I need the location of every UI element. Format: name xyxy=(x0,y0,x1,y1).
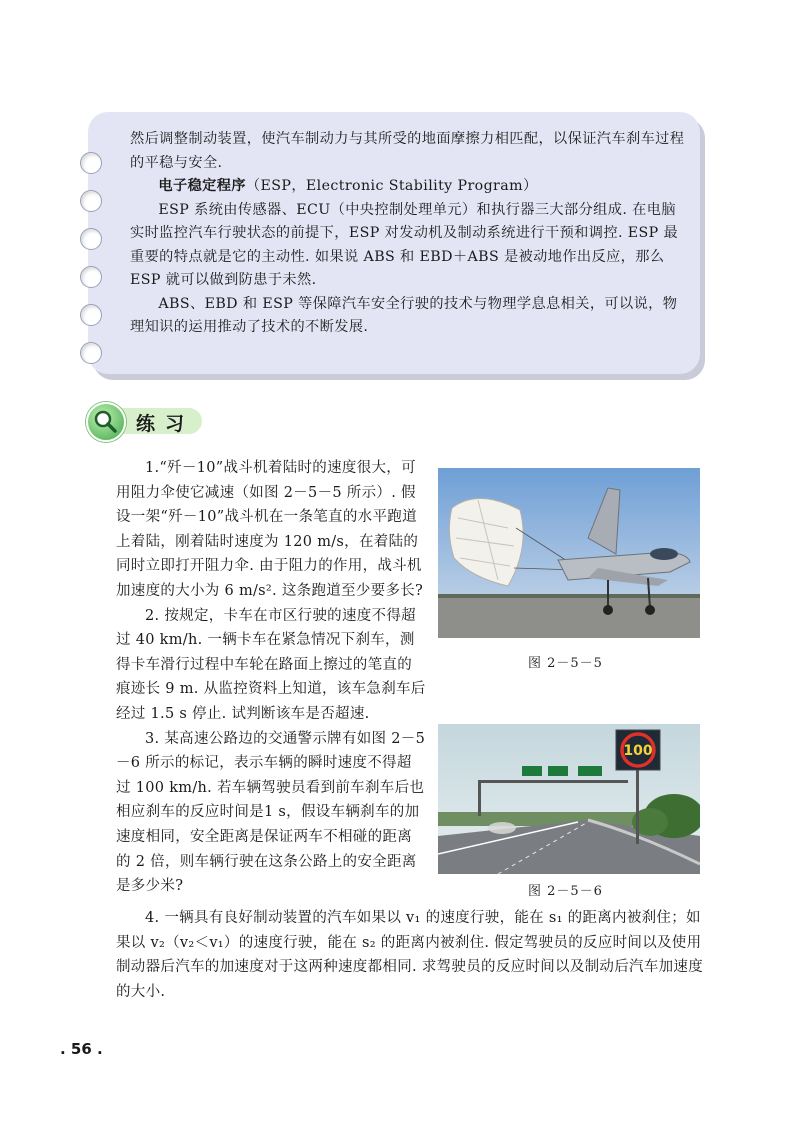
esp-title-suffix: （ESP，Electronic Stability Program） xyxy=(245,178,538,194)
problem-2: 2. 按规定，卡车在市区行驶的速度不得超过 40 km/h. 一辆卡车在紧急情况下刹车，测得卡车滑行过程中车轮在路面上擦过的笔直的痕迹长 9 m. 从监控资料上知道，该车急刹车后经过 1.5 s 停止. 试判断该车是否超速. xyxy=(116,607,426,722)
speed-sign-text: 100 xyxy=(623,743,653,759)
problem-3: 3. 某高速公路边的交通警示牌有如图 2－5－6 所示的标记，表示车辆的瞬时速度不得超过 100 km/h. 若车辆驾驶员看到前车刹车后也相应刹车的反应时间是1 s，假设车辆刹车的加速度相同，安全距离是保证两车不相碰的距离的 2 倍，则车辆行驶在这条公路上的安全距离是多少米? xyxy=(116,730,426,895)
exercise-header xyxy=(86,400,202,440)
page-number: . 56 . xyxy=(60,1040,103,1058)
reading-paragraph: ABS、EBD 和 ESP 等保障汽车安全行驶的技术与物理学息息相关，可以说，物理知识的运用推动了技术的不断发展. xyxy=(130,295,678,335)
figure-fighter-jet xyxy=(438,468,700,638)
figure-2-caption: 图 2－5－6 xyxy=(528,884,603,899)
binder-ring-icon xyxy=(80,342,102,364)
reading-paragraph: ESP 系统由传感器、ECU（中央控制处理单元）和执行器三大部分组成. 在电脑实时监控汽车行驶状态的前提下，ESP 对发动机及制动系统进行干预和调控. ESP 最重要的特点就是它的主动性. 如果说 ABS 和 EBD＋ABS 是被动地作出反应，那么 ESP 就可以做到防患于未然. xyxy=(130,201,679,288)
esp-heading xyxy=(130,175,686,199)
problem-1: 1.“歼－10”战斗机着陆时的速度很大，可用阻力伞使它减速（如图 2－5－5 所示）. 假设一架“歼－10”战斗机在一条笔直的水平跑道上着陆，刚着陆时速度为 120 m/s，在着陆的同时立即打开阻力伞. 由于阻力的作用，战斗机加速度的大小为 6 m/s². 这条跑道至少要多长? xyxy=(116,460,424,599)
reading-text xyxy=(130,128,686,340)
problem-4: 4. 一辆具有良好制动装置的汽车如果以 v₁ 的速度行驶，能在 s₁ 的距离内被刹住；如果以 v₂（v₂＜v₁）的速度行驶，能在 s₂ 的距离内被刹住. 假定驾驶员的反应时间以及使用制动器后汽车的加速度对于这两种速度都相同. 求驾驶员的反应时间以及制动后汽车加速度的大小. xyxy=(116,910,704,1000)
reading-box xyxy=(88,112,700,374)
reading-paragraph: 然后调整制动装置，使汽车制动力与其所受的地面摩擦力相匹配，以保证汽车刹车过程的平稳与安全. xyxy=(130,131,685,171)
exercise-title: 练习 xyxy=(136,413,195,435)
problems-full-width xyxy=(116,906,708,1004)
problems-left-column xyxy=(116,456,426,899)
binder-ring-icon xyxy=(80,304,102,326)
binder-ring-icon xyxy=(80,266,102,288)
binder-ring-icon xyxy=(80,152,102,174)
esp-title: 电子稳定程序 xyxy=(158,178,246,194)
binder-ring-icon xyxy=(80,228,102,250)
binder-rings xyxy=(80,152,110,380)
figure-highway xyxy=(438,724,700,874)
binder-ring-icon xyxy=(80,190,102,212)
figure-1-caption: 图 2－5－5 xyxy=(528,656,603,671)
magnifier-icon xyxy=(86,402,126,442)
